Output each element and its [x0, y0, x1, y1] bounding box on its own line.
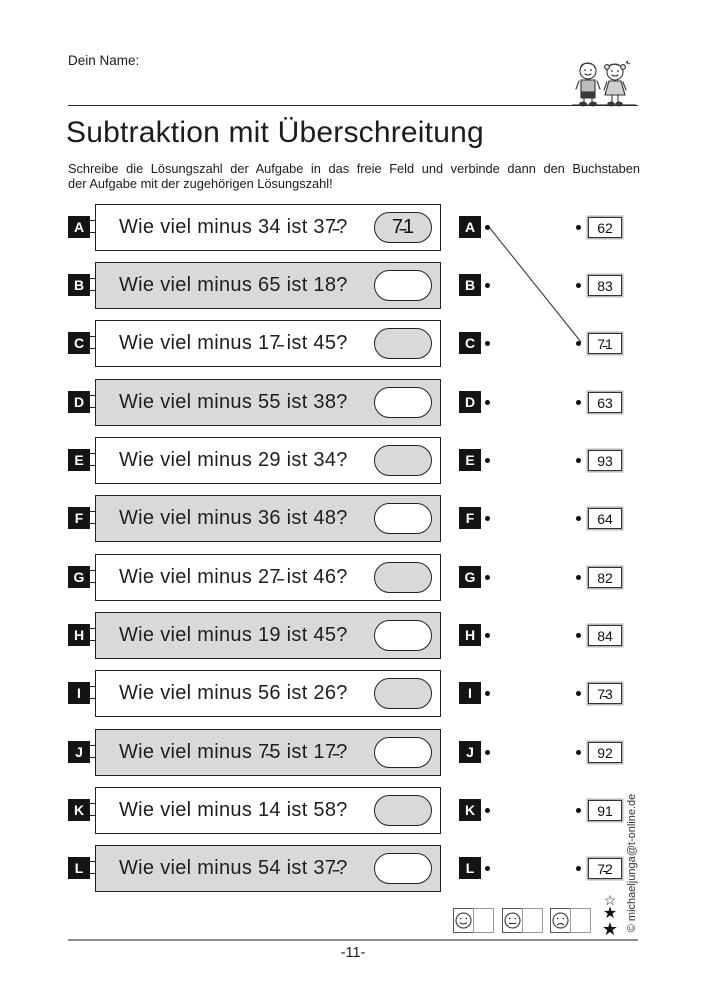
match-row — [459, 320, 634, 367]
question-text: Wie viel minus 29 ist 34? — [119, 449, 348, 471]
question-box — [95, 787, 441, 834]
question-box — [95, 262, 441, 309]
letter-connect-dot[interactable] — [485, 691, 490, 696]
answer-field[interactable] — [374, 503, 432, 534]
letter-connect-dot[interactable] — [485, 516, 490, 521]
number-connect-dot[interactable] — [576, 341, 581, 346]
match-letter-badge: L — [459, 857, 481, 879]
question-box — [95, 379, 441, 426]
solution-number-box: 84 — [588, 625, 622, 646]
question-text: Wie viel minus 54 ist 37̵? — [119, 857, 348, 879]
task-letter-badge: F — [68, 507, 90, 529]
question-text: Wie viel minus 36 ist 48? — [119, 507, 348, 529]
page-number: -11- — [340, 945, 366, 961]
letter-connect-dot[interactable] — [485, 341, 490, 346]
solution-number-box: 93 — [588, 450, 622, 471]
question-text: Wie viel minus 56 ist 26? — [119, 682, 348, 704]
match-row — [459, 787, 634, 834]
question-text: Wie viel minus 7̵5 ist 17̵? — [119, 741, 348, 763]
children-clipart — [571, 59, 637, 107]
match-row — [459, 612, 634, 659]
question-text: Wie viel minus 14 ist 58? — [119, 799, 348, 821]
match-row — [459, 670, 634, 717]
task-letter-badge: D — [68, 391, 90, 413]
task-letter-badge: I — [68, 682, 90, 704]
number-connect-dot[interactable] — [576, 225, 581, 230]
answer-field[interactable] — [374, 620, 432, 651]
number-connect-dot[interactable] — [576, 866, 581, 871]
task-letter-badge: E — [68, 449, 90, 471]
solution-number-box: 91 — [588, 800, 622, 821]
match-row — [459, 845, 634, 892]
match-row — [459, 437, 634, 484]
number-connect-dot[interactable] — [576, 458, 581, 463]
match-row — [459, 262, 634, 309]
letter-connect-dot[interactable] — [485, 750, 490, 755]
feedback-option-sad — [550, 908, 591, 934]
question-box — [95, 437, 441, 484]
feedback-option-happy — [453, 908, 494, 934]
copyright-note: © michaeljunga@t-online.de — [626, 793, 638, 933]
self-assessment — [453, 908, 598, 934]
solution-number-box: 7̵1 — [588, 333, 622, 354]
star-outline-icon: ☆ — [603, 892, 617, 908]
question-box — [95, 612, 441, 659]
number-connect-dot[interactable] — [576, 516, 581, 521]
match-letter-badge: H — [459, 624, 481, 646]
answer-field[interactable] — [374, 853, 432, 884]
instructions-line-2: der Aufgabe mit der zugehörigen Lösungszahl! — [68, 175, 333, 191]
answer-field[interactable] — [374, 678, 432, 709]
match-letter-badge: F — [459, 507, 481, 529]
answer-field[interactable] — [374, 562, 432, 593]
number-connect-dot[interactable] — [576, 575, 581, 580]
solution-number-box: 92 — [588, 742, 622, 763]
question-box — [95, 729, 441, 776]
feedback-option-neutral — [502, 908, 543, 934]
question-text: Wie viel minus 27̵ ist 46? — [119, 566, 348, 588]
number-connect-dot[interactable] — [576, 808, 581, 813]
number-connect-dot[interactable] — [576, 750, 581, 755]
answer-field[interactable] — [374, 445, 432, 476]
question-box — [95, 554, 441, 601]
letter-connect-dot[interactable] — [485, 225, 490, 230]
question-text: Wie viel minus 34 ist 37̵? — [119, 216, 348, 238]
solution-number-box: 62 — [588, 217, 622, 238]
letter-connect-dot[interactable] — [485, 283, 490, 288]
question-box — [95, 670, 441, 717]
answer-field[interactable] — [374, 270, 432, 301]
solution-number-box: 82 — [588, 567, 622, 588]
answer-field[interactable]: 7̵1 — [374, 212, 432, 243]
footer-divider — [68, 939, 638, 941]
letter-connect-dot[interactable] — [485, 458, 490, 463]
question-text: Wie viel minus 65 ist 18? — [119, 274, 348, 296]
neutral-face-icon — [502, 908, 523, 933]
sad-face-icon — [550, 908, 571, 933]
solution-number-box: 7̵2 — [588, 858, 622, 879]
star-rating — [600, 894, 620, 937]
match-row — [459, 554, 634, 601]
letter-connect-dot[interactable] — [485, 575, 490, 580]
match-letter-badge: B — [459, 274, 481, 296]
task-letter-badge: L — [68, 857, 90, 879]
question-text: Wie viel minus 55 ist 38? — [119, 391, 348, 413]
solution-number-box: 63 — [588, 392, 622, 413]
match-row — [459, 379, 634, 426]
answer-field[interactable] — [374, 737, 432, 768]
star-filled-icon: ★ — [601, 919, 619, 939]
match-letter-badge: A — [459, 216, 481, 238]
match-letter-badge: J — [459, 741, 481, 763]
answer-field[interactable] — [374, 328, 432, 359]
solution-number-box: 64 — [588, 508, 622, 529]
question-box — [95, 204, 441, 251]
question-box — [95, 845, 441, 892]
happy-face-icon — [453, 908, 474, 933]
task-letter-badge: G — [68, 566, 90, 588]
question-text: Wie viel minus 19 ist 45? — [119, 624, 348, 646]
neutral-checkbox[interactable] — [522, 908, 543, 933]
question-box — [95, 320, 441, 367]
instructions-line-1: Schreibe die Lösungszahl der Aufgabe in das freie Feld und verbinde dann den Buchstaben — [68, 161, 640, 176]
number-connect-dot[interactable] — [576, 633, 581, 638]
match-row — [459, 729, 634, 776]
star-filled-icon: ★ — [602, 905, 618, 922]
letter-connect-dot[interactable] — [485, 400, 490, 405]
answer-field[interactable] — [374, 387, 432, 418]
task-letter-badge: J — [68, 741, 90, 763]
task-letter-badge: C — [68, 332, 90, 354]
solution-number-box: 7̵3 — [588, 683, 622, 704]
answer-field[interactable] — [374, 795, 432, 826]
match-row — [459, 495, 634, 542]
happy-checkbox[interactable] — [473, 908, 494, 933]
question-text: Wie viel minus 17̵ ist 45? — [119, 332, 348, 354]
task-letter-badge: K — [68, 799, 90, 821]
match-row — [459, 204, 634, 251]
match-letter-badge: E — [459, 449, 481, 471]
task-letter-badge: B — [68, 274, 90, 296]
letter-connect-dot[interactable] — [485, 866, 490, 871]
header-divider — [68, 105, 638, 106]
solution-number-box: 83 — [588, 275, 622, 296]
number-connect-dot[interactable] — [576, 691, 581, 696]
question-box — [95, 495, 441, 542]
sad-checkbox[interactable] — [570, 908, 591, 933]
instructions — [68, 162, 640, 191]
number-connect-dot[interactable] — [576, 283, 581, 288]
name-label: Dein Name: — [68, 53, 140, 68]
page-title: Subtraktion mit Überschreitung — [66, 116, 484, 149]
match-letter-badge: C — [459, 332, 481, 354]
match-letter-badge: D — [459, 391, 481, 413]
task-letter-badge: H — [68, 624, 90, 646]
match-letter-badge: G — [459, 566, 481, 588]
task-letter-badge: A — [68, 216, 90, 238]
letter-connect-dot[interactable] — [485, 633, 490, 638]
number-connect-dot[interactable] — [576, 400, 581, 405]
match-letter-badge: I — [459, 682, 481, 704]
letter-connect-dot[interactable] — [485, 808, 490, 813]
match-letter-badge: K — [459, 799, 481, 821]
